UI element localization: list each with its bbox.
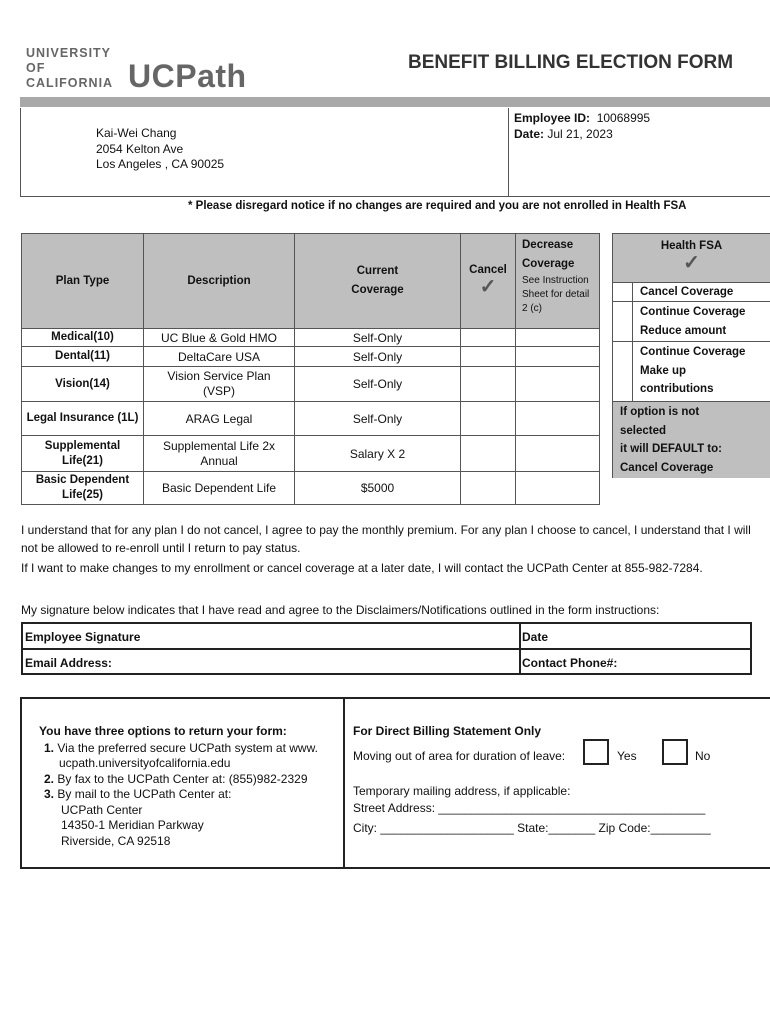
coverage-cell: Salary X 2 (295, 436, 461, 472)
temp-address-label: Temporary mailing address, if applicable: (353, 784, 571, 798)
divider (343, 697, 345, 869)
ucpath-logo: UCPath (128, 58, 247, 94)
mailing-address (96, 126, 224, 173)
form-title: BENEFIT BILLING ELECTION FORM (408, 52, 734, 73)
checkmark-icon: ✓ (683, 252, 700, 274)
cancel-checkbox-cell[interactable] (461, 402, 516, 436)
moving-question (353, 745, 711, 775)
fsa-option-makeup[interactable] (613, 341, 770, 402)
cancel-checkbox-cell[interactable] (461, 347, 516, 367)
fsa-checkbox[interactable] (613, 283, 633, 302)
table-row (22, 329, 600, 347)
plan-type-cell: Legal Insurance (1L) (22, 402, 144, 436)
option-text: Via the preferred secure UCPath system at www. (57, 740, 318, 755)
decrease-note: See Instruction Sheet for detail 2 (c) (522, 275, 590, 314)
decrease-checkbox-cell[interactable] (516, 436, 600, 472)
coverage-cell: Self-Only (295, 347, 461, 367)
employee-details (514, 111, 650, 142)
date-field[interactable]: Date (522, 630, 549, 644)
direct-billing-section (353, 724, 711, 837)
description-cell: UC Blue & Gold HMO (144, 329, 295, 347)
employee-id-label: Employee ID: (514, 111, 591, 125)
cancel-checkbox-cell[interactable] (461, 472, 516, 505)
address-street: 2054 Kelton Ave (96, 141, 184, 156)
street-address-field[interactable]: Street Address: ________________________________________ (353, 801, 706, 815)
disclaimer-changes: If I want to make changes to my enrollment or cancel coverage at a later date, I will contact the UCPath Center at 855-982-7284. (21, 561, 703, 575)
health-fsa-header (613, 234, 770, 282)
no-checkbox[interactable] (662, 739, 688, 765)
signature-agreement: My signature below indicates that I have read and agree to the Disclaimers/Notifications outlined in the form instructions: (21, 603, 660, 617)
health-fsa-panel (612, 233, 770, 478)
option-text: By fax to the UCPath Center at: (855)982-2329 (57, 771, 308, 786)
signature-row (23, 624, 750, 648)
table-row (22, 347, 600, 367)
description-cell: ARAG Legal (144, 402, 295, 436)
coverage-cell: $5000 (295, 472, 461, 505)
cancel-checkbox-cell[interactable] (461, 436, 516, 472)
fsa-option-label: Continue Coverage (640, 346, 746, 358)
address-city: Los Angeles , CA 90025 (96, 157, 225, 171)
plan-type-cell: Supplemental Life(21) (22, 436, 144, 472)
mail-address-line: Riverside, CA 92518 (61, 833, 171, 848)
fsa-default-line: selected (620, 424, 667, 437)
cancel-checkbox-cell[interactable] (461, 329, 516, 347)
header-cancel: Cancel ✓ (461, 234, 516, 329)
coverage-cell: Self-Only (295, 329, 461, 347)
checkmark-icon: ✓ (479, 276, 497, 298)
plan-table (21, 233, 600, 505)
date-label: Date: (514, 126, 545, 141)
fsa-checkbox[interactable] (613, 302, 633, 342)
cancel-checkbox-cell[interactable] (461, 367, 516, 402)
mail-address-line: UCPath Center (61, 802, 143, 817)
decrease-checkbox-cell[interactable] (516, 347, 600, 367)
signature-table (21, 622, 752, 675)
description-cell: Supplemental Life 2x Annual (144, 436, 295, 472)
decrease-checkbox-cell[interactable] (516, 367, 600, 402)
option-number: 3. (44, 787, 55, 801)
fsa-default-line: Cancel Coverage (620, 461, 714, 474)
logo-line: CALIFORNIA (26, 76, 114, 90)
coverage-cell: Self-Only (295, 367, 461, 402)
decrease-checkbox-cell[interactable] (516, 402, 600, 436)
email-address-field[interactable]: Email Address: (25, 656, 112, 670)
yes-checkbox[interactable] (583, 739, 609, 765)
coverage-cell: Self-Only (295, 402, 461, 436)
fsa-default-note (613, 401, 770, 478)
plan-type-cell: Dental(11) (22, 347, 144, 367)
description-cell: DeltaCare USA (144, 347, 295, 367)
header-description: Description (144, 234, 295, 329)
address-box (20, 108, 509, 197)
fsa-option-reduce[interactable] (613, 301, 770, 342)
city-state-zip-field[interactable]: City: ____________________ State:_______ Zip Code:_________ (353, 821, 711, 835)
contact-row (23, 650, 750, 674)
ucpath-url: ucpath.universityofcalifornia.edu (59, 756, 231, 770)
return-options (39, 724, 318, 849)
plan-type-cell: Vision(14) (22, 367, 144, 402)
table-row (22, 436, 600, 472)
option-text: By mail to the UCPath Center at: (57, 787, 232, 801)
header-divider (20, 97, 770, 107)
option-number: 2. (44, 771, 55, 786)
date-value: Jul 21, 2023 (547, 126, 613, 141)
table-row (22, 402, 600, 436)
header-current-coverage: Current Coverage (295, 234, 461, 329)
plan-type-cell: Basic Dependent Life(25) (22, 472, 144, 505)
fsa-option-label: Cancel Coverage (640, 286, 734, 298)
description-cell: Vision Service Plan (VSP) (144, 367, 295, 402)
contact-phone-field[interactable]: Contact Phone#: (522, 656, 618, 670)
header-plan-type: Plan Type (22, 234, 144, 329)
logo-line: OF (26, 61, 46, 75)
fsa-option-label: Make up (640, 364, 687, 377)
direct-billing-title: For Direct Billing Statement Only (353, 724, 542, 738)
decrease-checkbox-cell[interactable] (516, 472, 600, 505)
table-row (22, 367, 600, 402)
employee-name: Kai-Wei Chang (96, 126, 177, 140)
table-row (22, 472, 600, 505)
university-of-california-logo (26, 46, 113, 91)
fsa-option-label: contributions (640, 383, 714, 395)
fsa-option-label: Continue Coverage (640, 306, 746, 318)
employee-id-value: 10068995 (596, 111, 651, 125)
fsa-option-cancel[interactable] (613, 282, 770, 302)
header-decrease-coverage: Decrease Coverage See Instruction Sheet for detail 2 (c) (516, 234, 600, 329)
no-label: No (695, 749, 711, 763)
fsa-option-label: Reduce amount (640, 324, 727, 337)
return-options-title: You have three options to return your form: (39, 724, 287, 738)
decrease-checkbox-cell[interactable] (516, 329, 600, 347)
fsa-default-line: If option is not (620, 406, 700, 418)
health-fsa-title: Health FSA (660, 240, 723, 252)
yes-label: Yes (617, 749, 637, 763)
mail-address-line: 14350-1 Meridian Parkway (61, 818, 204, 832)
fsa-default-line: it will DEFAULT to: (620, 443, 722, 455)
option-number: 1. (44, 740, 55, 755)
fsa-checkbox[interactable] (613, 342, 633, 402)
employee-signature-field[interactable]: Employee Signature (25, 630, 141, 644)
disclaimer-premium: I understand that for any plan I do not cancel, I agree to pay the monthly premium. For any plan I choose to cancel, I understand that I will not be allowed to re-enroll until I return to pay status. (21, 523, 751, 555)
description-cell: Basic Dependent Life (144, 472, 295, 505)
logo-line: UNIVERSITY (26, 46, 112, 60)
moving-label: Moving out of area for duration of leave: (353, 749, 566, 763)
disregard-notice: * Please disregard notice if no changes are required and you are not enrolled in Health FSA (188, 200, 687, 212)
plan-type-cell: Medical(10) (22, 329, 144, 347)
